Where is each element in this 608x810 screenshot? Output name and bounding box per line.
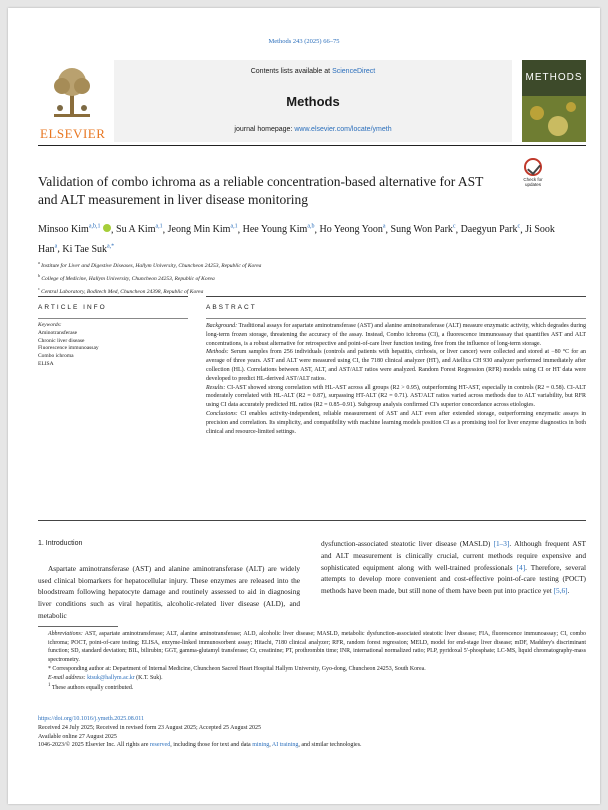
keywords-label: Keywords: [38,322,62,328]
publication-info [38,715,586,750]
section-heading: 1. Introduction [38,540,83,547]
affiliation: $^c$ Central Laboratory, Boditech Med, Chuncheon 24398, Republic of Korea [38,286,204,296]
footnotes [38,630,586,693]
keyword: ELISA [38,360,54,367]
journal-title[interactable]: Methods [286,94,340,109]
cover-art [522,96,586,142]
orcid-icon[interactable] [103,224,111,232]
elsevier-logo[interactable] [38,64,104,142]
divider [206,296,586,297]
online-date: Available online 27 August 2025 [38,733,117,740]
divider [38,520,586,521]
abstract-methods: Methods: Serum samples from 256 individuals (controls and patients with hepatitis, cirrhosis, or liver cancer) were collected and stored at −80 °C for an average of three years. AST and ALT were measured using CI, the 7180 clinical analyzer (HT), and Atellica CH 930 analyzer performed immediately after collection (HL). Correlations between AST, ALT, and AST/ALT ratios were analyzed. Random Forest Regression (RFR) models using CI or HT data were developed to predict HL-derived AST/ALT ratios. [206,349,586,382]
author[interactable]: Daegyun Park$^c$ [460,224,521,236]
abstract-results: Results: CI-AST showed strong correlation with HL-AST across all groups (R2 > 0.95), outperforming HT-AST, especially in controls (R2 = 0.58). CI-ALT moderately correlated with HL-ALT (R2 = 0.87), surpassing HT-ALT (R2 = 0.71). AST/ALT ratios varied across methods due to ALT variability, but RFR using CI data accurately predicted HL ratios (R2 = 0.85–0.91). Subgroup analysis confirmed CI's superior concordance across etiologies. [206,384,587,409]
check-for-updates-button[interactable] [519,158,547,188]
contents-line: Contents lists available at ScienceDirect [250,68,376,75]
keyword: Chronic liver disease [38,337,85,344]
body-paragraph: Aspartate aminotransferase (AST) and alanine aminotransferase (ALT) are widely used clinical biomarkers for hepatocellular injury. These enzymes are released into the bloodstream following hepatocyte damage and routinely assessed to aid in diagnosing liver conditions such as viral hepatitis, alcoholic-related liver disease (ALD), and metabolic [38,563,300,620]
journal-cover[interactable] [522,60,586,142]
author[interactable]: Ho Yeong Yoon$^a$ [319,224,386,236]
divider [38,296,188,297]
journal-banner [114,60,512,142]
author[interactable]: Minsoo Kim$^{a,b,1}$ [38,224,111,235]
elsevier-tree-icon [48,64,96,120]
author[interactable]: Ki Tae Suk$^{a,*}$ [62,243,115,255]
citation-link[interactable]: [1–3] [493,539,510,548]
affiliation: $^a$ Institute for Liver and Digestive Diseases, Hallym University, Chuncheon 24253, Republic of Korea [38,260,262,269]
abstract-background: Background: Traditional assays for aspartate aminotransferase (AST) and alanine aminotransferase (ALT) measure enzymatic activity, which degrades during long-term frozen storage, threatening the accuracy of the assay. Instead, Combo ichroma (CI), a fluorescence immunoassay that quantifies AST and ALT concentrations, is a robust alternative for retrospective and point-of-care liver function testing, free from the influence of long-term storage. [206,323,586,347]
copyright-line: 1046-2023/© 2025 Elsevier Inc. All rights are reserved, including those for text and data mining, AI training, and similar technologies. [38,742,362,749]
keyword: Combo ichroma [38,353,74,360]
mining-link[interactable]: mining [252,742,270,749]
affiliations [38,258,578,297]
body-column-left [38,538,300,622]
keyword: Aminotransferase [38,329,78,336]
article-info-heading: ARTICLE INFO [38,304,107,311]
abstract-heading: ABSTRACT [206,304,257,311]
abstract-text [206,322,586,436]
citation-link[interactable]: [4] [516,562,526,572]
keywords-block [38,322,188,369]
equal-contribution-note: $^1$ These authors equally contributed. [48,683,134,692]
author[interactable]: Hee Young Kim$^{a,b}$ [242,224,315,236]
ai-training-link[interactable]: AI training [271,742,299,749]
keyword: Fluorescence immunoassay [38,345,99,352]
body-paragraph: dysfunction-associated steatotic liver disease (MASLD) [1–3]. Although frequent AST and ALT measurement is clinically crucial, current methods require expensive and sophisticated equipment along with well-trained professionals [4]. Therefore, several attempts to develop more convenient and cost-effective point-of-care testing (POCT) methods have been made, but still none of them have been put into practice yet [5,6]. [321,539,586,596]
author[interactable]: Su A Kim$^{a,1}$ [116,224,163,236]
check-updates-label: Check for updates [523,177,543,187]
affiliation: $^b$ College of Medicine, Hallym University, Chuncheon 24253, Republic of Korea [38,273,215,282]
divider [38,626,118,627]
received-dates: Received 24 July 2025; Received in revised form 23 August 2025; Accepted 25 August 2025 [38,724,261,731]
email-link[interactable]: ktsuk@hallym.ac.kr [87,674,135,681]
journal-header [38,60,586,146]
divider [206,318,586,319]
journal-reference[interactable]: Methods 243 (2025) 66–75 [268,38,340,45]
doi-link[interactable]: https://doi.org/10.1016/j.ymeth.2025.08.011 [38,716,145,722]
corresponding-author-note: * Corresponding author at: Department of Internal Medicine, Chuncheon Sacred Heart Hospital Hallym University, Gyo-dong, Chuncheon 24253, South Korea. [48,665,426,672]
homepage-line: journal homepage: www.elsevier.com/locate/ymeth [234,126,392,133]
abstract-conclusions: Conclusions: CI enables activity-independent, reliable measurement of AST and ALT even after extended storage, outperforming enzymatic assays in precision and correlation. Its simplicity, and compatibility with machine learning models position CI as a promising tool for liver enzyme diagnostics in both clinical and resource-limited settings. [206,410,586,435]
article-page [8,8,600,804]
author[interactable]: Ji Sook Han$^a$ [38,224,555,255]
reserved-link[interactable]: reserved [149,742,171,749]
publisher-name: ELSEVIER [40,126,106,141]
email-note: E-mail address: ktsuk@hallym.ac.kr (K.T. Suk). [48,674,163,681]
journal-homepage-link[interactable]: www.elsevier.com/locate/ymeth [294,126,392,133]
cover-title: METHODS [525,72,583,83]
author[interactable]: Jeong Min Kim$^{a,1}$ [167,224,238,236]
check-updates-icon [524,158,542,176]
author-list: Minsoo Kim$^{a,b,1}$ , Su A Kim$^{a,1}$, Jeong Min Kim$^{a,1}$, Hee Young Kim$^{a,b}$, Ho Yeong Yoon$^a$, Sung Won Park$^c$, Daegyun Park$^c$, Ji Sook Han$^a$, Ki Tae Suk$^{a,*}$ [38,224,555,255]
citation-link[interactable]: [5,6] [553,586,568,596]
divider [38,318,188,319]
abbreviations-footnote: Abbreviations: AST, aspartate aminotransferase; ALT, alanine aminotransferase; ALD, alcoholic liver disease; MASLD, metabolic dysfunction-associated steatotic liver disease; FIA, fluorescence immunoassay; CI, combo ichroma; POCT, point-of-care testing; ELISA, enzyme-linked immunosorbent assay; Hitachi, 7180 clinical analyzer; RFR, random forest regression; MELD, model for end-stage liver disease; mDF, Maddrey's discriminant function; SD, standard deviation; BIL, bilirubin; GGT, gamma-glutamyl transferase; Cr, creatinine; PT, prothrombin time; INR, international normalized ratio; PLP, pyridoxal 5′-phosphate; LC-MS, liquid chromatography-mass spectrometry. [48,631,586,664]
article-title: Validation of combo ichroma as a reliable concentration-based alternative for AST and ALT measurement in liver disease monitoring [38,174,484,207]
author[interactable]: Sung Won Park$^c$ [390,224,456,236]
sciencedirect-link[interactable]: ScienceDirect [332,68,376,75]
body-column-right [321,538,586,597]
